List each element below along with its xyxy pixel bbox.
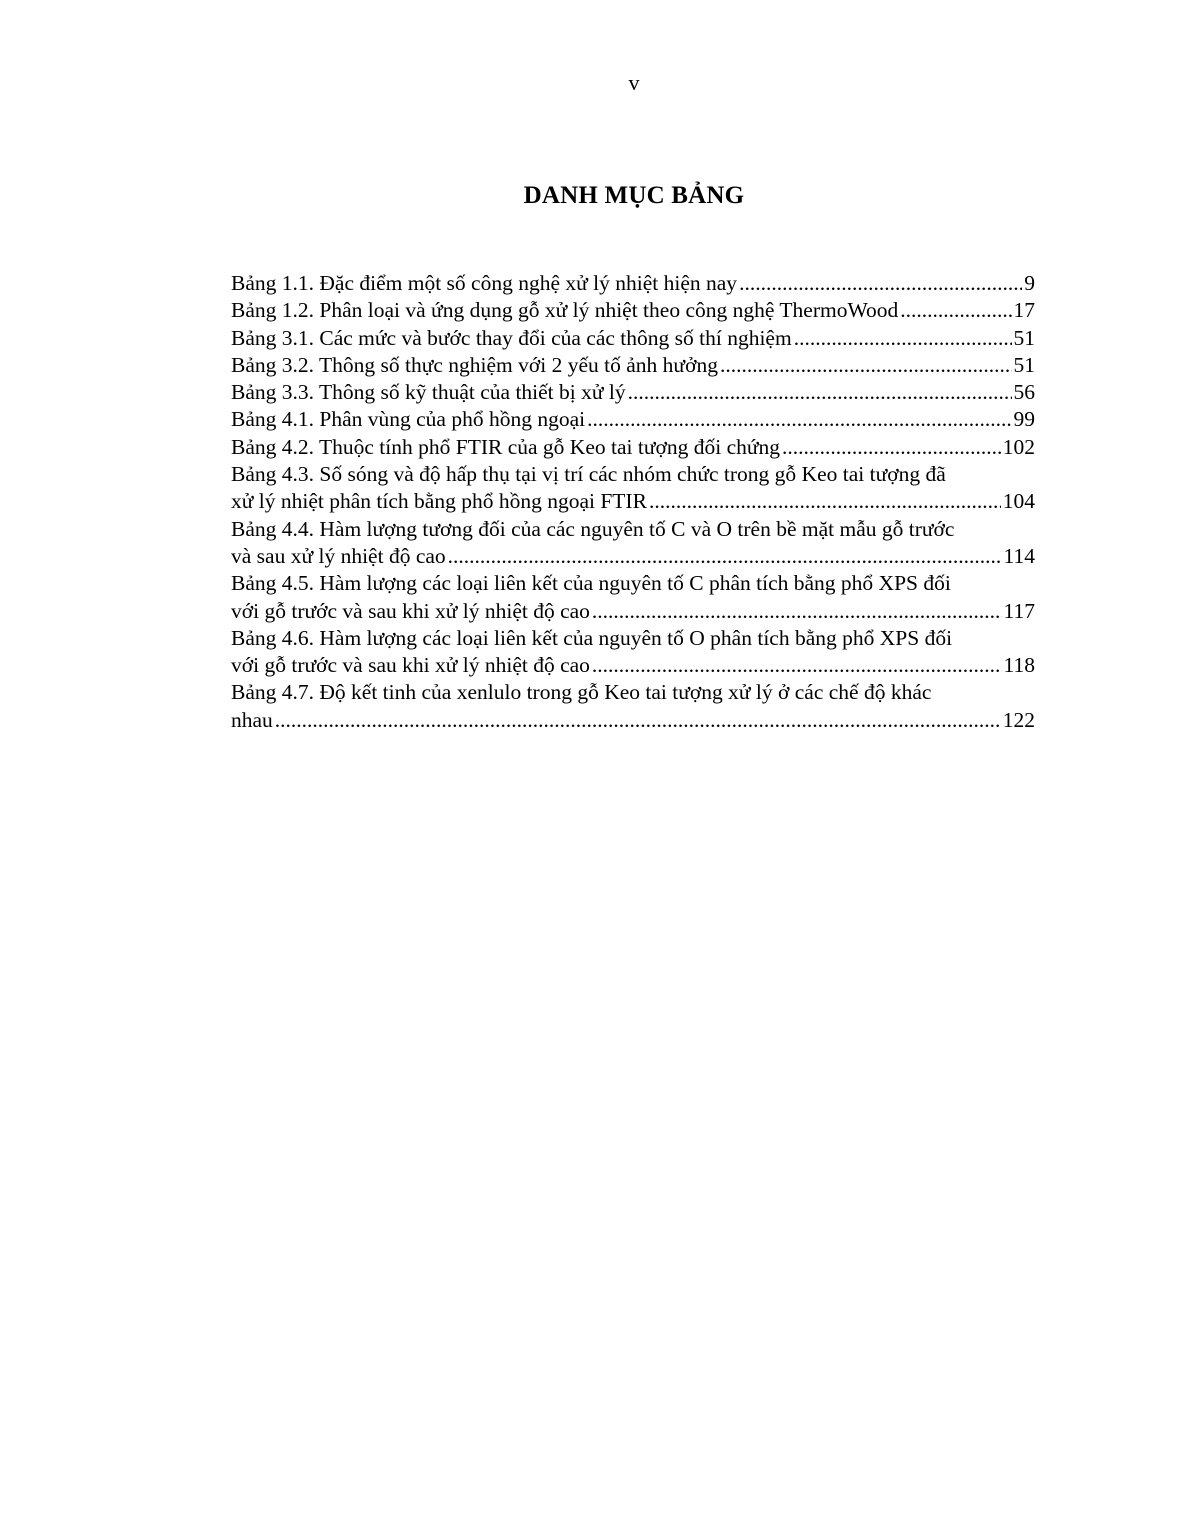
dot-leader xyxy=(448,543,1002,570)
toc-entry-page-number: 114 xyxy=(1003,543,1035,568)
toc-entry-line xyxy=(231,652,1035,679)
toc-entry-page-number: 102 xyxy=(1002,434,1035,459)
dot-leader xyxy=(739,270,1022,297)
toc-entry-page-number: 117 xyxy=(1003,598,1035,623)
toc-entry[interactable] xyxy=(231,406,1035,433)
toc-entry-title: Bảng 4.1. Phân vùng của phổ hồng ngoại xyxy=(231,407,586,432)
toc-entry-line xyxy=(231,406,1035,433)
toc-entry-page-number: 9 xyxy=(1024,271,1035,295)
toc-entry-first-line: Bảng 4.3. Số sóng và độ hấp thụ tại vị trí các nhóm chức trong gỗ Keo tai tượng đã xyxy=(231,462,946,487)
toc-entry-title: với gỗ trước và sau khi xử lý nhiệt độ cao xyxy=(231,653,590,678)
toc-entry-page-number: 122 xyxy=(1002,707,1035,732)
page-number: v xyxy=(628,70,640,95)
toc-entry-first-line: Bảng 4.7. Độ kết tinh của xenlulo trong gỗ Keo tai tượng xử lý ở các chế độ khác xyxy=(231,680,932,705)
table-list xyxy=(231,270,1035,734)
dot-leader xyxy=(649,488,1001,515)
dot-leader xyxy=(592,598,1002,625)
dot-leader xyxy=(794,325,1012,352)
toc-entry-page-number: 51 xyxy=(1013,352,1035,377)
toc-entry[interactable] xyxy=(231,625,1035,680)
toc-entry[interactable] xyxy=(231,297,1035,324)
toc-entry[interactable] xyxy=(231,352,1035,379)
toc-entry-line xyxy=(231,379,1035,406)
page-title: DANH MỤC BẢNG xyxy=(523,182,745,209)
toc-entry-line xyxy=(231,270,1035,297)
toc-entry-title: và sau xử lý nhiệt độ cao xyxy=(231,543,446,568)
toc-entry-title: Bảng 3.3. Thông số kỹ thuật của thiết bị xử lý xyxy=(231,380,626,405)
toc-entry[interactable] xyxy=(231,679,1035,734)
toc-entry-title: Bảng 4.2. Thuộc tính phổ FTIR của gỗ Keo tai tượng đối chứng xyxy=(231,434,781,459)
dot-leader xyxy=(900,297,1011,324)
toc-entry-line xyxy=(231,543,1035,570)
toc-entry[interactable] xyxy=(231,379,1035,406)
dot-leader xyxy=(587,406,1011,433)
toc-entry-page-number: 17 xyxy=(1013,298,1035,323)
dot-leader xyxy=(592,652,1002,679)
toc-entry-line xyxy=(231,325,1035,352)
dot-leader xyxy=(628,379,1012,406)
toc-entry-title: xử lý nhiệt phân tích bằng phổ hồng ngoại FTIR xyxy=(231,489,647,514)
toc-entry-first-line: Bảng 4.4. Hàm lượng tương đối của các nguyên tố C và O trên bề mặt mẫu gỗ trước xyxy=(231,516,955,541)
toc-entry-first-line: Bảng 4.5. Hàm lượng các loại liên kết của nguyên tố C phân tích bằng phổ XPS đối xyxy=(231,571,951,596)
toc-entry-title: Bảng 3.2. Thông số thực nghiệm với 2 yếu tố ảnh hưởng xyxy=(231,352,718,377)
toc-entry-page-number: 118 xyxy=(1003,653,1035,678)
toc-entry-first-line: Bảng 4.6. Hàm lượng các loại liên kết của nguyên tố O phân tích bằng phổ XPS đối xyxy=(231,625,953,650)
toc-entry-line xyxy=(231,707,1035,734)
toc-entry[interactable] xyxy=(231,461,1035,516)
toc-entry[interactable] xyxy=(231,270,1035,297)
toc-entry[interactable] xyxy=(231,570,1035,625)
toc-entry-line xyxy=(231,434,1035,461)
toc-entry-line xyxy=(231,352,1035,379)
toc-entry-page-number: 56 xyxy=(1013,380,1035,405)
toc-entry-line xyxy=(231,297,1035,324)
toc-entry-page-number: 104 xyxy=(1002,489,1035,514)
toc-entry[interactable] xyxy=(231,325,1035,352)
toc-entry-page-number: 99 xyxy=(1013,407,1035,432)
toc-entry-title: nhau xyxy=(231,707,273,732)
toc-entry-title: với gỗ trước và sau khi xử lý nhiệt độ cao xyxy=(231,598,590,623)
toc-entry-line xyxy=(231,488,1035,515)
toc-entry-line xyxy=(231,598,1035,625)
toc-entry[interactable] xyxy=(231,434,1035,461)
toc-entry-title: Bảng 1.1. Đặc điểm một số công nghệ xử lý nhiệt hiện nay xyxy=(231,271,738,295)
dot-leader xyxy=(782,434,1001,461)
toc-entry-title: Bảng 1.2. Phân loại và ứng dụng gỗ xử lý nhiệt theo công nghệ ThermoWood xyxy=(231,298,899,323)
dot-leader xyxy=(720,352,1012,379)
toc-entry-page-number: 51 xyxy=(1013,325,1035,350)
toc-entry-title: Bảng 3.1. Các mức và bước thay đổi của các thông số thí nghiệm xyxy=(231,325,792,350)
dot-leader xyxy=(275,707,1001,734)
toc-entry[interactable] xyxy=(231,516,1035,571)
